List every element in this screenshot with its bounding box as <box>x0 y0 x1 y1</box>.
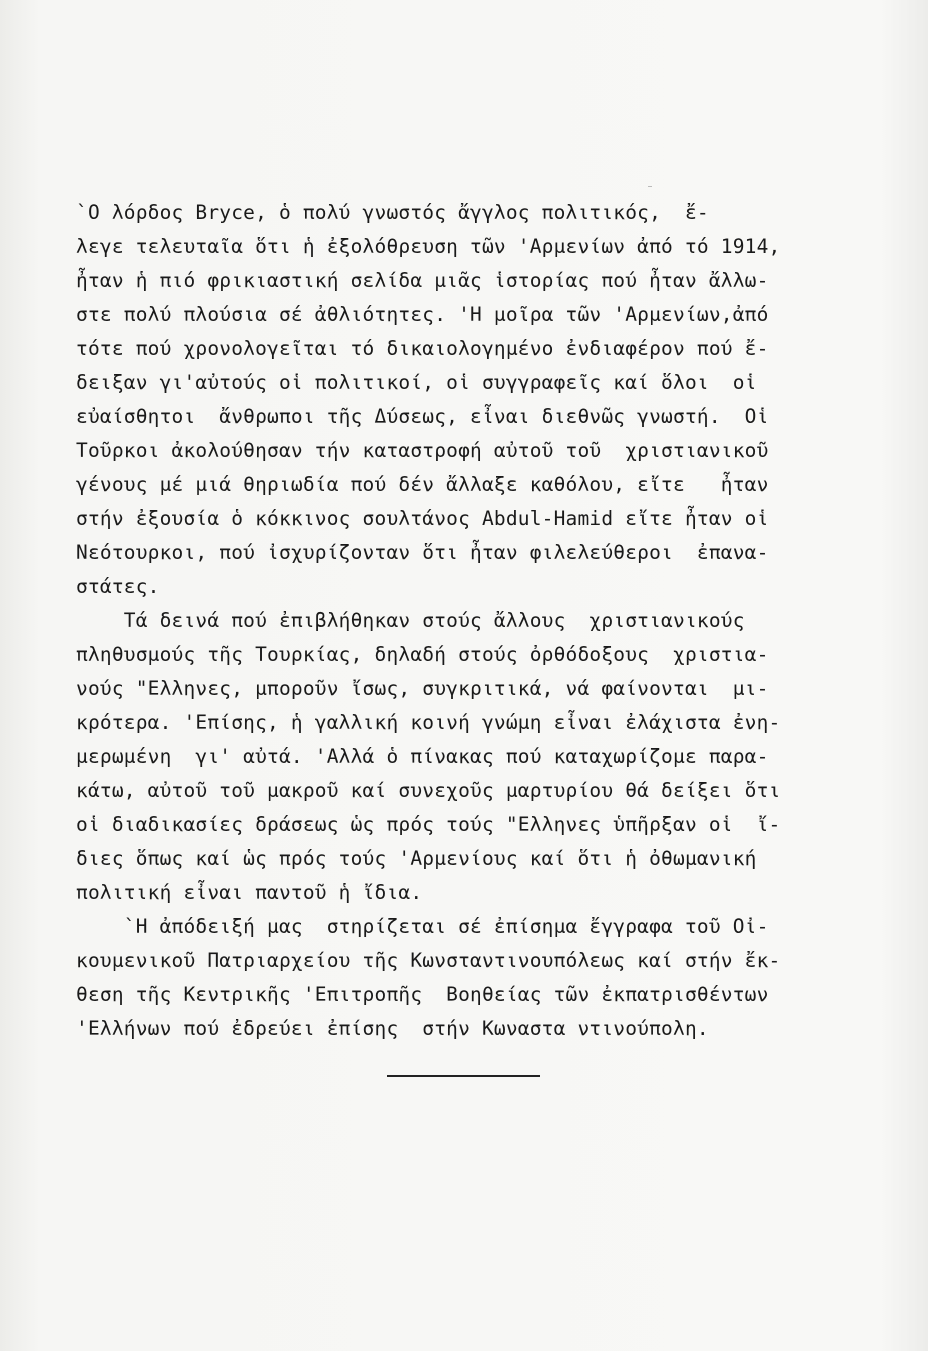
footer-rule <box>387 1075 540 1077</box>
text-line: στάτες. <box>76 575 160 598</box>
text-line: `Η ἀπόδειξή μας στηρίζεται σέ ἐπίσημα ἔγγραφα τοῦ Οἰ- <box>76 915 769 938</box>
text-line: νούς "Ελληνες, μποροῦν ἴσως, συγκριτικά, νά φαίνονται μι- <box>76 677 769 700</box>
text-line: `Ο λόρδος Bryce, ὁ πολύ γνωστός ἄγγλος πολιτικός, ἔ- <box>76 201 709 224</box>
text-line: διες ὅπως καί ὡς πρός τούς 'Αρμενίους καί ὅτι ἡ ὀθωμανική <box>76 847 757 870</box>
text-line: στε πολύ πλούσια σέ ἀθλιότητες. 'Η μοῖρα τῶν 'Αρμενίων,ἀπό <box>76 303 769 326</box>
text-line: θεση τῆς Κεντρικῆς 'Επιτροπῆς Βοηθείας τῶν ἐκπατρισθέντων <box>76 983 769 1006</box>
text-line: κάτω, αὐτοῦ τοῦ μακροῦ καί συνεχοῦς μαρτυρίου θά δείξει ὅτι <box>76 779 781 802</box>
text-line: εὐαίσθητοι ἄνθρωποι τῆς Δύσεως, εἶναι διεθνῶς γνωστή. Οἱ <box>76 405 769 428</box>
text-line: δειξαν γι'αὐτούς οἱ πολιτικοί, οἱ συγγραφεῖς καί ὅλοι οἱ <box>76 371 757 394</box>
text-line: Νεότουρκοι, πού ἰσχυρίζονταν ὅτι ἦταν φιλελεύθεροι ἐπανα- <box>76 541 769 564</box>
text-line: Τά δεινά πού ἐπιβλήθηκαν στούς ἄλλους χριστιανικούς <box>76 609 745 632</box>
text-line: πολιτική εἶναι παντοῦ ἡ ἴδια. <box>76 881 423 904</box>
text-line: κρότερα. 'Επίσης, ἡ γαλλική κοινή γνώμη εἶναι ἐλάχιστα ἐνη- <box>76 711 781 734</box>
text-line: λεγε τελευταῖα ὅτι ἡ ἐξολόθρευση τῶν 'Αρμενίων ἀπό τό 1914, <box>76 235 781 258</box>
text-line: ἦταν ἡ πιό φρικιαστική σελίδα μιᾶς ἱστορίας πού ἦταν ἄλλω- <box>76 269 769 292</box>
text-line: μερωμένη γι' αὐτά. 'Αλλά ὁ πίνακας πού καταχωρίζομε παρα- <box>76 745 769 768</box>
text-line: τότε πού χρονολογεῖται τό δικαιολογημένο ἐνδιαφέρον πού ἔ- <box>76 337 769 360</box>
text-line: 'Ελλήνων πού ἐδρεύει ἐπίσης στήν Κωναστα ντινούπολη. <box>76 1017 709 1040</box>
text-line: οἱ διαδικασίες δράσεως ὡς πρός τούς "Ελληνες ὑπῆρξαν οἱ ἴ- <box>76 813 781 836</box>
text-line: στήν ἐξουσία ὁ κόκκινος σουλτάνος Abdul-Hamid εἴτε ἦταν οἱ <box>76 507 769 530</box>
text-line: κουμενικοῦ Πατριαρχείου τῆς Κωνσταντινουπόλεως καί στήν ἔκ- <box>76 949 781 972</box>
text-line: Τοῦρκοι ἀκολούθησαν τήν καταστροφή αὐτοῦ τοῦ χριστιανικοῦ <box>76 439 769 462</box>
text-line: πληθυσμούς τῆς Τουρκίας, δηλαδή στούς ὀρθόδοξους χριστια- <box>76 643 769 666</box>
scan-speck <box>648 186 652 187</box>
text-line: γένους μέ μιά θηριωδία πού δέν ἄλλαξε καθόλου, εἴτε ἦταν <box>76 473 769 496</box>
